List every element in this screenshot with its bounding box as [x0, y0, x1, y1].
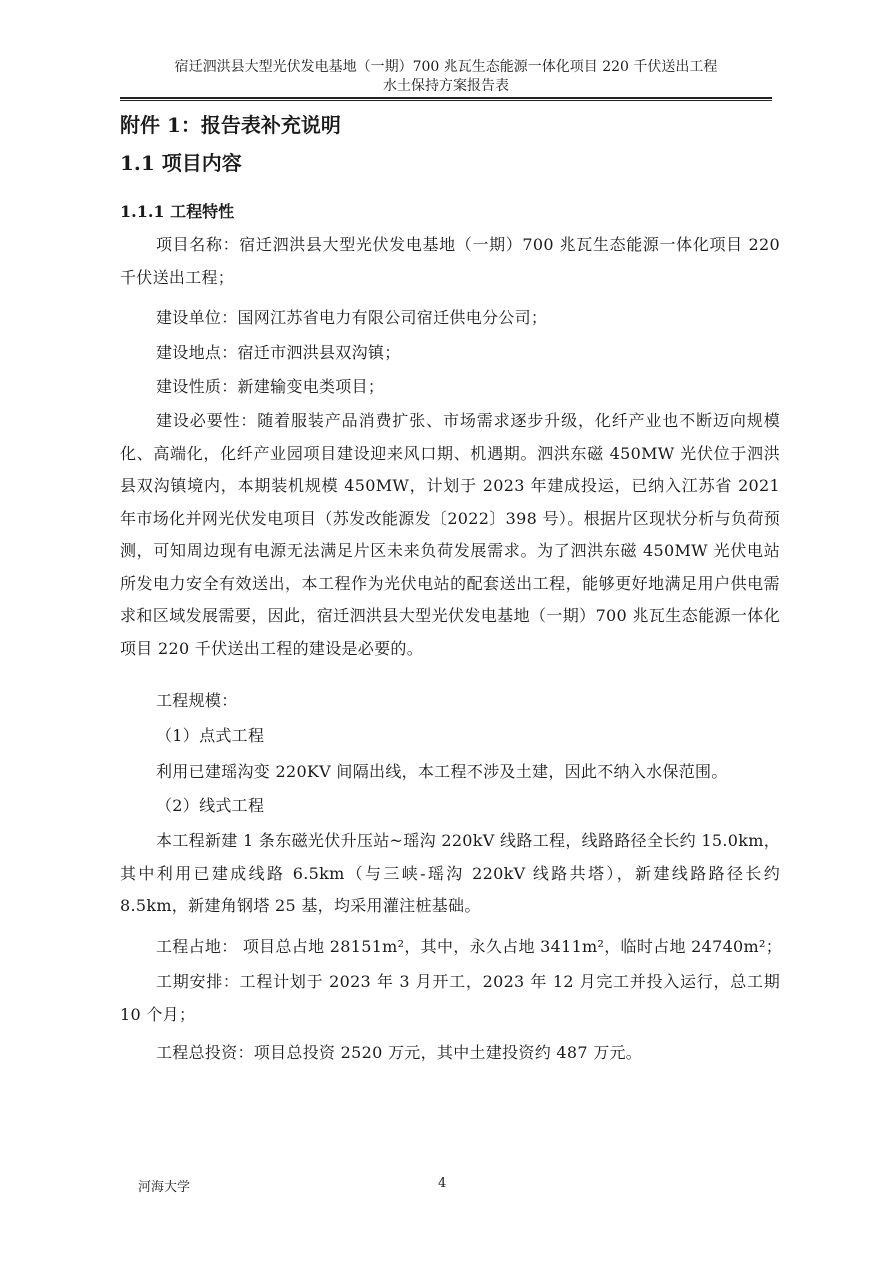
header-rule-thin — [120, 100, 772, 101]
header-rule-thick — [120, 97, 772, 99]
nature-paragraph: 建设性质：新建输变电类项目； — [156, 377, 385, 396]
line-project-text: 本工程新建 1 条东磁光伏升压站~瑶沟 220kV 线路工程，线路路径全长约 15.0km，其中利用已建成线路 6.5km（与三峡-瑶沟 220kV 线路共塔），新建线路路径长约 8.5km，新建角钢塔 25 基，均采用灌注桩基础。 — [120, 831, 780, 915]
point-project-title: （1）点式工程 — [156, 726, 265, 745]
schedule-paragraph: 工期安排：工程计划于 2023 年 3 月开工，2023 年 12 月完工并投入运行，总工期 10 个月； — [120, 972, 780, 1024]
footer-organization: 河海大学 — [138, 1180, 191, 1195]
appendix-heading: 附件 1：报告表补充说明 — [120, 113, 341, 137]
builder-paragraph: 建设单位：国网江苏省电力有限公司宿迁供电分公司； — [156, 308, 548, 327]
scale-title: 工程规模： — [156, 691, 238, 710]
land-use-paragraph: 工程占地： 项目总占地 28151m²，其中，永久占地 3411m²，临时占地 24740m²； — [156, 937, 783, 956]
location-paragraph: 建设地点：宿迁市泗洪县双沟镇； — [156, 343, 401, 362]
header-title-line1: 宿迁泗洪县大型光伏发电基地（一期）700 兆瓦生态能源一体化项目 220 千伏送出工程 — [174, 59, 718, 75]
investment-paragraph: 工程总投资：项目总投资 2520 万元，其中土建投资约 487 万元。 — [156, 1043, 643, 1062]
necessity-paragraph: 建设必要性：随着服装产品消费扩张、市场需求逐步升级，化纤产业也不断迈向规模化、高端化，化纤产业园项目建设迎来风口期、机遇期。泗洪东磁 450MW 光伏位于泗洪县双沟镇境内，本期装机规模 450MW，计划于 2023 年建成投运，已纳入江苏省 2021 年市场化并网光伏发电项目（苏发改能源发〔2022〕398 号）。根据片区现状分析与负荷预测，可知周边现有电源无法满足片区未来负荷发展需求。为了泗洪东磁 450MW 光伏电站所发电力安全有效送出，本工程作为光伏电站的配套送出工程，能够更好地满足用户供电需求和区域发展需要，因此，宿迁泗洪县大型光伏发电基地（一期）700 兆瓦生态能源一体化项目 220 千伏送出工程的建设是必要的。 — [120, 411, 780, 658]
subsection-heading: 1.1.1 工程特性 — [120, 202, 235, 221]
page-number: 4 — [438, 1176, 447, 1191]
project-name-paragraph: 项目名称：宿迁泗洪县大型光伏发电基地（一期）700 兆瓦生态能源一体化项目 220 千伏送出工程； — [120, 235, 780, 287]
point-project-text: 利用已建瑶沟变 220KV 间隔出线，本工程不涉及土建，因此不纳入水保范围。 — [156, 762, 728, 781]
header-title-line2: 水土保持方案报告表 — [383, 78, 509, 94]
line-project-title: （2）线式工程 — [156, 796, 265, 815]
section-heading: 1.1 项目内容 — [120, 151, 242, 175]
